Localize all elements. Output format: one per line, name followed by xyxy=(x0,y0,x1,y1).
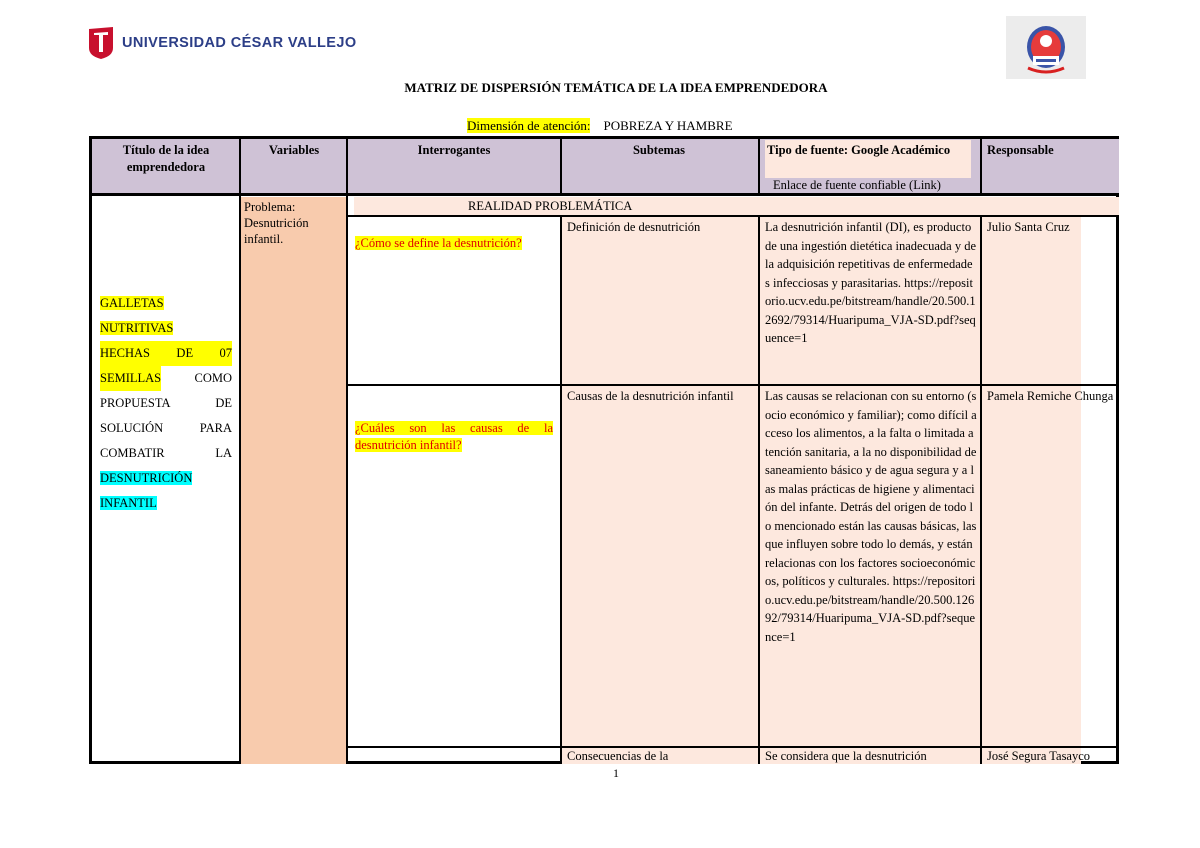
idea-title-word: DE xyxy=(176,346,194,360)
idea-title-word: HECHAS xyxy=(100,346,151,360)
header-questions: Interrogantes xyxy=(417,143,491,157)
idea-title-line: INFANTIL xyxy=(100,496,157,510)
header-source-type: Tipo de fuente: Google Académico xyxy=(767,143,951,157)
institution-seal xyxy=(1006,16,1086,79)
responsible-row-1: Julio Santa Cruz xyxy=(987,220,1070,234)
idea-title-line: GALLETAS xyxy=(100,296,164,310)
subtopic-row-3: Consecuencias de la xyxy=(567,749,669,763)
idea-title-word: 07 xyxy=(219,346,232,360)
source-row-3: Se considera que la desnutrición xyxy=(765,749,927,763)
subtopic-row-1: Definición de desnutrición xyxy=(567,220,701,234)
idea-title-line: NUTRITIVAS xyxy=(100,321,174,335)
document-title: MATRIZ DE DISPERSIÓN TEMÁTICA DE LA IDEA EMPRENDEDORA xyxy=(404,80,828,95)
dimension-label: Dimensión de atención: xyxy=(467,118,591,133)
header-variables: Variables xyxy=(268,143,320,157)
header-subtopics: Subtemas xyxy=(632,143,686,157)
subtopic-row-2: Causas de la desnutrición infantil xyxy=(567,389,734,403)
ucv-shield-icon xyxy=(88,26,114,60)
source-row-2: Las causas se relacionan con su entorno (socio económico y familiar); como difícil acceso los alimentos, a la falta o limitada atención sanitaria, a la no disponibilidad de saneamiento básico y de agua segura y a las malas prácticas de higiene y alimentación del infante. Detrás del origen de todo lo mencionado están las causas básicas, las que influyen sobre todo lo demás, y están relacionas con los factores socioeconómicos, políticos y culturales. https://repositorio.ucv.edu.pe/bitstream/handle/20.500.12692/79314/Huaripuma_VJA-SD.pdf?sequence=1 xyxy=(765,389,977,644)
question-row-2 xyxy=(355,420,553,454)
question-row-1 xyxy=(355,235,555,251)
page-number: 1 xyxy=(613,766,619,780)
idea-title-line: SOLUCIÓN PARA xyxy=(100,421,232,435)
idea-title-line: COMBATIR LA xyxy=(100,446,232,460)
idea-title-line: PROPUESTA DE xyxy=(100,396,232,410)
idea-title-line: DESNUTRICIÓN xyxy=(100,471,193,485)
university-name: UNIVERSIDAD CÉSAR VALLEJO xyxy=(122,35,357,51)
header-source-link: Enlace de fuente confiable (Link) xyxy=(773,178,941,192)
seal-emblem-icon xyxy=(1006,16,1086,79)
question-text: ¿Cómo se define la desnutrición? xyxy=(355,236,522,250)
matrix-table xyxy=(89,136,1119,764)
variable-problem: Problema: Desnutrición infantil. xyxy=(244,200,309,246)
idea-title-word: SEMILLAS xyxy=(100,366,161,391)
idea-title xyxy=(100,291,232,516)
source-row-1: La desnutrición infantil (DI), es producto de una ingestión dietética inadecuada y de la adquisición repetitivas de enfermedades infecciosas y parasitarias. https://repositorio.ucv.edu.pe/bitstream/handle/20.500.12692/79314/Huaripuma_VJA-SD.pdf?sequence=1 xyxy=(765,220,977,345)
section-label: REALIDAD PROBLEMÁTICA xyxy=(468,199,633,213)
dimension-line xyxy=(467,118,733,134)
header-idea-title: Título de la idea emprendedora xyxy=(122,143,210,174)
responsible-row-2: Pamela Remiche Chunga xyxy=(987,389,1114,403)
idea-title-word: COMO xyxy=(194,371,232,385)
question-text: ¿Cuáles son las causas de la desnutrición infantil? xyxy=(355,421,553,452)
responsible-row-3: José Segura Tasayco xyxy=(987,749,1091,763)
header-responsible: Responsable xyxy=(987,143,1054,157)
university-logo xyxy=(88,26,357,60)
dimension-value: POBREZA Y HAMBRE xyxy=(603,118,733,133)
